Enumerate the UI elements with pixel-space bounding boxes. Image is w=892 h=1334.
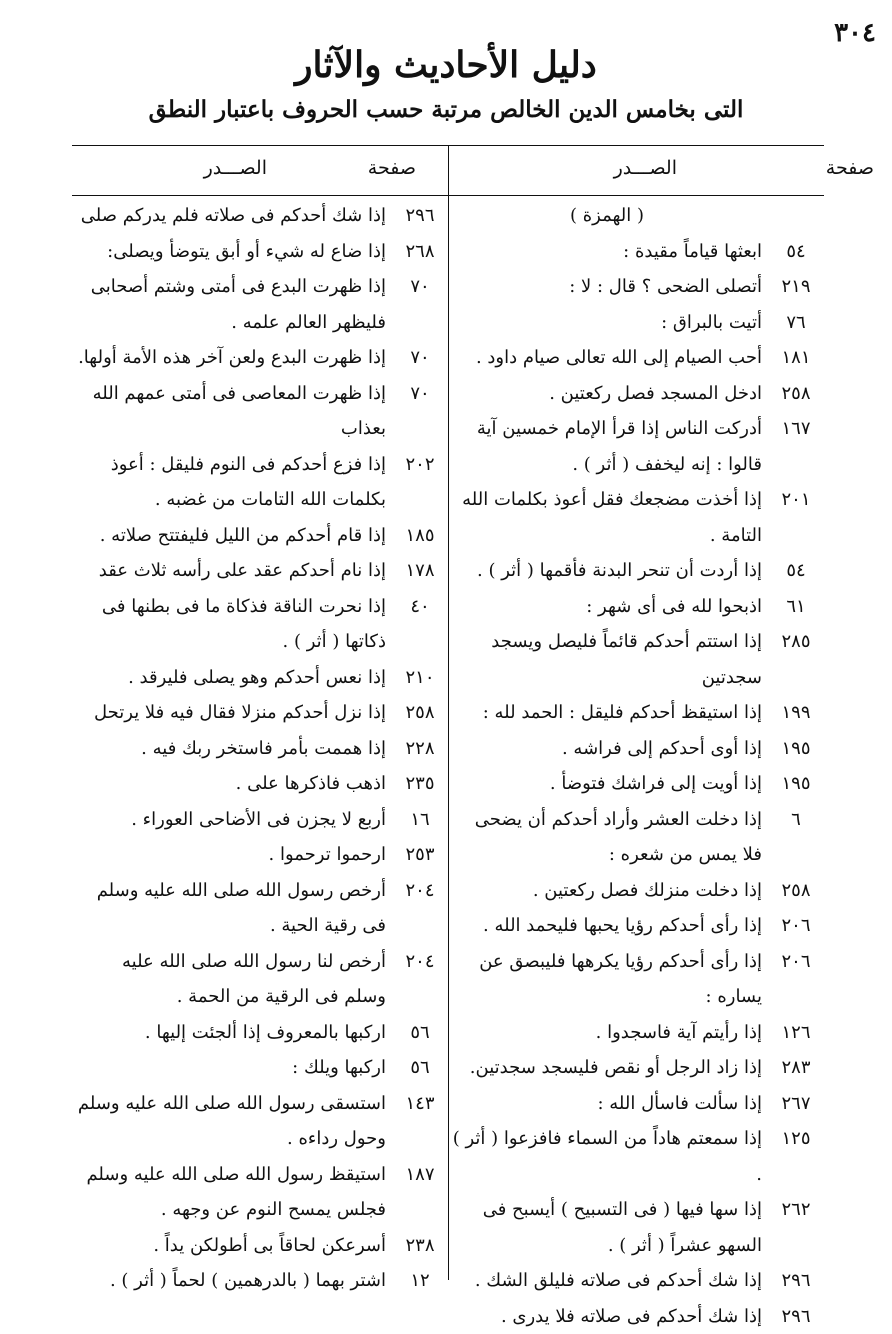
entry-text: إذا استيقظ أحدكم فليقل : الحمد لله : [452, 695, 762, 731]
entry-page-number: ٦ [772, 802, 820, 838]
entry-text: إذا هممت بأمر فاستخر ربك فيه . [76, 731, 386, 767]
index-entry [452, 1192, 820, 1263]
index-entry [76, 695, 444, 731]
entry-page-number: ٢٨٥ [772, 624, 820, 660]
entry-text: إذا شك أحدكم فى صلاته فلا يدرى . [452, 1299, 762, 1334]
index-entry [452, 766, 820, 802]
entry-page-number: ١٨٥ [396, 518, 444, 554]
entry-page-number: ١٩٩ [772, 695, 820, 731]
index-entry [452, 553, 820, 589]
entry-page-number: ٢٢٨ [396, 731, 444, 767]
index-entry [452, 802, 820, 873]
entry-page-number: ٢٥٨ [396, 695, 444, 731]
entry-text: إذا شك أحدكم فى صلاته فليلق الشك . [452, 1263, 762, 1299]
right-column [452, 198, 820, 1334]
page-subtitle: التى بخامس الدين الخالص مرتبة حسب الحروف باعتبار النطق [0, 96, 892, 123]
index-entry [76, 589, 444, 660]
entry-page-number: ١٤٣ [396, 1086, 444, 1122]
entry-text: أسرعكن لحاقاً بى أطولكن يداً . [76, 1228, 386, 1264]
column-divider [448, 145, 449, 1280]
entry-text: ادخل المسجد فصل ركعتين . [452, 376, 762, 412]
entry-text: أدركت الناس إذا قرأ الإمام خمسين آية قالوا : إنه ليخفف ( أثر ) . [452, 411, 762, 482]
entry-page-number: ٢٠٢ [396, 447, 444, 483]
entry-text: استيقظ رسول الله صلى الله عليه وسلم فجلس يمسح النوم عن وجهه . [76, 1157, 386, 1228]
entry-text: إذا شك أحدكم فى صلاته فلم يدركم صلى [76, 198, 386, 234]
entry-text: إذا رأيتم آية فاسجدوا . [452, 1015, 762, 1051]
entry-text: اذبحوا لله فى أى شهر : [452, 589, 762, 625]
index-entry [452, 1050, 820, 1086]
index-entry [452, 695, 820, 731]
entry-page-number: ١٩٥ [772, 766, 820, 802]
entry-page-number: ٢٠٦ [772, 908, 820, 944]
index-entry [76, 944, 444, 1015]
entry-page-number: ٢٩٦ [772, 1299, 820, 1334]
entry-text: إذا ظهرت البدع فى أمتى وشتم أصحابى فليظهر العالم علمه . [76, 269, 386, 340]
entry-page-number: ٢٥٨ [772, 376, 820, 412]
index-entry [76, 553, 444, 589]
index-entry [452, 411, 820, 482]
index-entry [76, 1263, 444, 1299]
entry-text: إذا أويت إلى فراشك فتوضأ . [452, 766, 762, 802]
index-entry [452, 624, 820, 695]
entry-text: إذا رأى أحدكم رؤيا يحبها فليحمد الله . [452, 908, 762, 944]
entry-text: اشتر بهما ( بالدرهمين ) لحماً ( أثر ) . [76, 1263, 386, 1299]
entry-text: أتصلى الضحى ؟ قال : لا : [452, 269, 762, 305]
entry-text: اركبها بالمعروف إذا ألجئت إليها . [76, 1015, 386, 1051]
entry-text: إذا دخلت منزلك فصل ركعتين . [452, 873, 762, 909]
index-entry [76, 802, 444, 838]
entry-page-number: ١٨١ [772, 340, 820, 376]
entry-page-number: ٢٦٨ [396, 234, 444, 270]
entry-page-number: ٢٣٥ [396, 766, 444, 802]
entry-page-number: ١٦٧ [772, 411, 820, 447]
index-entry [452, 305, 820, 341]
index-entry [76, 766, 444, 802]
entry-text: أرخص رسول الله صلى الله عليه وسلم فى رقية الحية . [76, 873, 386, 944]
index-entry [76, 1157, 444, 1228]
index-entry [452, 1015, 820, 1051]
entry-text: إذا استتم أحدكم قائماً فليصل ويسجد سجدتين [452, 624, 762, 695]
entry-text: استسقى رسول الله صلى الله عليه وسلم وحول رداءه . [76, 1086, 386, 1157]
entry-page-number: ٧٠ [396, 376, 444, 412]
entry-text: إذا سألت فاسأل الله : [452, 1086, 762, 1122]
entry-text: إذا فزع أحدكم فى النوم فليقل : أعوذ بكلمات الله التامات من غضبه . [76, 447, 386, 518]
entry-page-number: ٧٠ [396, 269, 444, 305]
entry-page-number: ٧٠ [396, 340, 444, 376]
index-entry [76, 873, 444, 944]
entry-page-number: ٢٠٤ [396, 944, 444, 980]
index-entry [76, 234, 444, 270]
entry-page-number: ٦١ [772, 589, 820, 625]
entry-text: ( الهمزة ) [452, 198, 762, 234]
left-header-start: الصـــدر [204, 157, 267, 179]
index-entry [76, 518, 444, 554]
index-entry [452, 1121, 820, 1192]
index-entry [452, 873, 820, 909]
entry-text: إذا رأى أحدكم رؤيا يكرهها فليبصق عن يساره : [452, 944, 762, 1015]
index-entry [452, 340, 820, 376]
index-entry [452, 269, 820, 305]
index-entry [76, 376, 444, 447]
index-entry [452, 944, 820, 1015]
entry-page-number: ١٧٨ [396, 553, 444, 589]
right-header-page: صفحة [826, 157, 874, 179]
entry-page-number: ٢٩٦ [396, 198, 444, 234]
entry-page-number: ٢١٩ [772, 269, 820, 305]
entry-text: إذا دخلت العشر وأراد أحدكم أن يضحى فلا يمس من شعره : [452, 802, 762, 873]
entry-text: إذا ظهرت البدع ولعن آخر هذه الأمة أولها. [76, 340, 386, 376]
index-entry [452, 1299, 820, 1334]
index-entry [452, 234, 820, 270]
index-entry [452, 589, 820, 625]
index-entry [452, 731, 820, 767]
entry-text: إذا أخذت مضجعك فقل أعوذ بكلمات الله التامة . [452, 482, 762, 553]
entry-text: أرخص لنا رسول الله صلى الله عليه وسلم فى الرقية من الحمة . [76, 944, 386, 1015]
index-entry [76, 1050, 444, 1086]
entry-text: اذهب فاذكرها على . [76, 766, 386, 802]
index-entry [76, 340, 444, 376]
entry-page-number: ١٢ [396, 1263, 444, 1299]
entry-text: إذا قام أحدكم من الليل فليفتتح صلاته . [76, 518, 386, 554]
entry-page-number: ٢٥٣ [396, 837, 444, 873]
entry-page-number: ١٨٧ [396, 1157, 444, 1193]
section-heading [452, 198, 820, 234]
index-entry [452, 1263, 820, 1299]
right-header-start: الصـــدر [614, 157, 677, 179]
index-entry [76, 198, 444, 234]
entry-page-number: ٢٣٨ [396, 1228, 444, 1264]
entry-page-number: ٢٠٤ [396, 873, 444, 909]
entry-page-number: ٤٠ [396, 589, 444, 625]
entry-page-number: ١٢٥ [772, 1121, 820, 1157]
entry-page-number: ٧٦ [772, 305, 820, 341]
index-entry [452, 376, 820, 412]
entry-text: إذا نزل أحدكم منزلا فقال فيه فلا يرتحل [76, 695, 386, 731]
index-entry [76, 269, 444, 340]
entry-page-number: ٥٤ [772, 234, 820, 270]
index-entry [452, 908, 820, 944]
entry-page-number: ٢٨٣ [772, 1050, 820, 1086]
entry-page-number: ٢٦٢ [772, 1192, 820, 1228]
index-entry [76, 731, 444, 767]
index-entry [76, 1086, 444, 1157]
index-entry [76, 660, 444, 696]
entry-text: ابعثها قياماً مقيدة : [452, 234, 762, 270]
entry-text: إذا نام أحدكم عقد على رأسه ثلاث عقد [76, 553, 386, 589]
entry-text: إذا نعس أحدكم وهو يصلى فليرقد . [76, 660, 386, 696]
entry-page-number: ٥٦ [396, 1015, 444, 1051]
index-entry [452, 482, 820, 553]
entry-page-number: ٢٠١ [772, 482, 820, 518]
entry-page-number: ٥٤ [772, 553, 820, 589]
index-entry [76, 1228, 444, 1264]
entry-text: إذا زاد الرجل أو نقص فليسجد سجدتين. [452, 1050, 762, 1086]
entry-page-number: ٢٥٨ [772, 873, 820, 909]
entry-text: أربع لا يجزن فى الأضاحى العوراء . [76, 802, 386, 838]
entry-text: اركبها ويلك : [76, 1050, 386, 1086]
entry-text: ارحموا ترحموا . [76, 837, 386, 873]
entry-text: إذا سمعتم هاداً من السماء فافزعوا ( أثر ) . [452, 1121, 762, 1192]
index-entry [76, 837, 444, 873]
entry-page-number: ٢٩٦ [772, 1263, 820, 1299]
entry-text: أحب الصيام إلى الله تعالى صيام داود . [452, 340, 762, 376]
entry-page-number: ٢٦٧ [772, 1086, 820, 1122]
page-title: دليل الأحاديث والآثار [0, 44, 892, 86]
entry-page-number: ١٩٥ [772, 731, 820, 767]
left-column [76, 198, 444, 1299]
entry-page-number: ٢١٠ [396, 660, 444, 696]
entry-text: أتيت بالبراق : [452, 305, 762, 341]
index-entry [76, 447, 444, 518]
entry-text: إذا أوى أحدكم إلى فراشه . [452, 731, 762, 767]
index-entry [452, 1086, 820, 1122]
entry-page-number: ٢٠٦ [772, 944, 820, 980]
entry-text: إذا أردت أن تنحر البدنة فأقمها ( أثر ) . [452, 553, 762, 589]
left-header-page: صفحة [368, 157, 416, 179]
entry-page-number: ١٢٦ [772, 1015, 820, 1051]
index-entry [76, 1015, 444, 1051]
entry-page-number: ١٦ [396, 802, 444, 838]
page-number: ٣٠٤ [834, 18, 876, 48]
entry-text: إذا ظهرت المعاصى فى أمتى عمهم الله بعذاب [76, 376, 386, 447]
entry-page-number: ٥٦ [396, 1050, 444, 1086]
entry-text: إذا نحرت الناقة فذكاة ما فى بطنها فى ذكاتها ( أثر ) . [76, 589, 386, 660]
entry-text: إذا سها فيها ( فى التسبيح ) أيسبح فى السهو عشراً ( أثر ) . [452, 1192, 762, 1263]
entry-text: إذا ضاع له شيء أو أبق يتوضأ ويصلى: [76, 234, 386, 270]
